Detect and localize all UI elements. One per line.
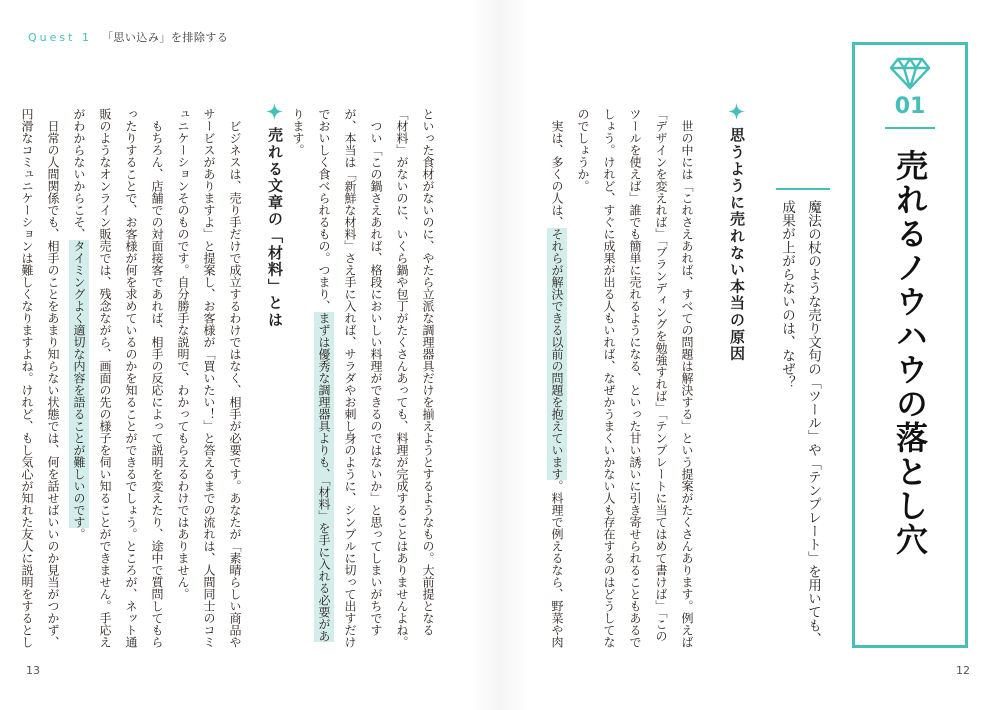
page-number: 12: [956, 664, 970, 677]
running-header: [28, 30, 228, 46]
quest-label: Quest 1: [28, 31, 92, 44]
paragraph-text: つい「この鍋さえあれば、格段においしい料理ができるのではないか」と思ってしまいがちですが、本当は「新鮮な材料」さえ手に入れば、サラダやお刺し身のように、シンプルに切って出すだけでおいしく食べられるもの。つまり、: [317, 108, 383, 648]
lead-text: [774, 200, 826, 656]
sparkle-icon: [266, 103, 283, 120]
lead-rule: [776, 188, 830, 190]
paragraph: 日常の人間関係でも、相手のことをあまり知らない状態では、何を話せばいいのか見当がつかず、円滑なコミュニケーションは難しくなりますよね。けれど、もし気心が知れた友人に説明をするとし: [20, 108, 60, 648]
paragraph-text: 。: [72, 528, 86, 540]
paragraph: といった食材がないのに、やたら立派な調理器具だけを揃えようとするようなもの。大前提となる「材料」がないのに、いくら鍋や包丁がたくさんあっても、料理が完成することはありませんよね。: [395, 108, 435, 648]
book-gutter: [470, 0, 530, 710]
paragraph-text: 実は、多くの人は、: [550, 120, 564, 228]
paragraph-text: ります。: [291, 108, 305, 156]
paragraph: ビジネスは、売り手だけで成立するわけではなく、相手が必要です。あなたが「素晴らしい商品やサービスがありますよ」と提案し、お客様が「買いたい！」と答えるまでの流れは、人間同士のコミュニケーションそのものです。自分勝手な説明で、わかってもらえるわけではありません。: [176, 108, 242, 648]
section-title: 売れるノウハウの落とし穴: [891, 149, 929, 557]
body-text-left: [14, 108, 248, 650]
section-heading: 思うように売れない本当の原因: [728, 127, 746, 363]
chapter-title: 「思い込み」を排除する: [101, 31, 229, 44]
body-text-left-continued: [285, 108, 441, 650]
paragraph: [66, 108, 170, 650]
paragraph-text: 。料理で例えるなら、野菜や肉: [550, 480, 564, 648]
paragraph-text: もちろん、店舗での対面接客であれば、相手の反応によって説明を変えたり、途中で質問してもらったりすることで、お客様が何を求めているのかを知ることができるでしょう。ところが、ネット通販のようなオンライン販売では、残念ながら、画面の先の様子を伺い知ることができません。手応えがわからないからこそ、: [72, 108, 164, 648]
highlighted-text: まずは優秀な調理器具よりも、「材料」を手に入れる必要があ: [314, 312, 334, 642]
lead-line: 魔法の杖のような売り文句の「ツール」や「テンプレート」を用いても、: [805, 200, 821, 646]
lead-line: 成果が上がらないのは、なぜ？: [779, 200, 795, 389]
highlighted-text: タイミングよく適切な内容を語ることが難しいのです: [69, 240, 89, 528]
page-number: 13: [26, 664, 40, 677]
diamond-icon: [889, 57, 931, 90]
paragraph: [544, 108, 570, 650]
section-heading: 売れる文章の「材料」とは: [266, 127, 284, 329]
title-box: [852, 42, 968, 648]
section-number: 01: [894, 94, 926, 119]
highlighted-text: それらが解決できる以前の問題を抱えています: [547, 228, 567, 480]
number-rule: [885, 127, 935, 129]
sparkle-icon: [728, 103, 745, 120]
body-text-right: [544, 108, 700, 650]
paragraph: 世の中には「これさえあれば、すべての問題は解決する」という提案がたくさんあります。例えば「デザインを変えれば」「ブランディングを勉強すれば」「テンプレートに当てはめて書けば」「このツールを使えば」誰でも簡単に売れるようになる、といった甘い誘いに引き寄せられることもあるでしょう。けれど、すぐに成果が出る人もいれば、なぜかうまくいかない人も存在するのはどうしてなのでしょうか。: [576, 108, 694, 648]
paragraph: [285, 108, 389, 650]
